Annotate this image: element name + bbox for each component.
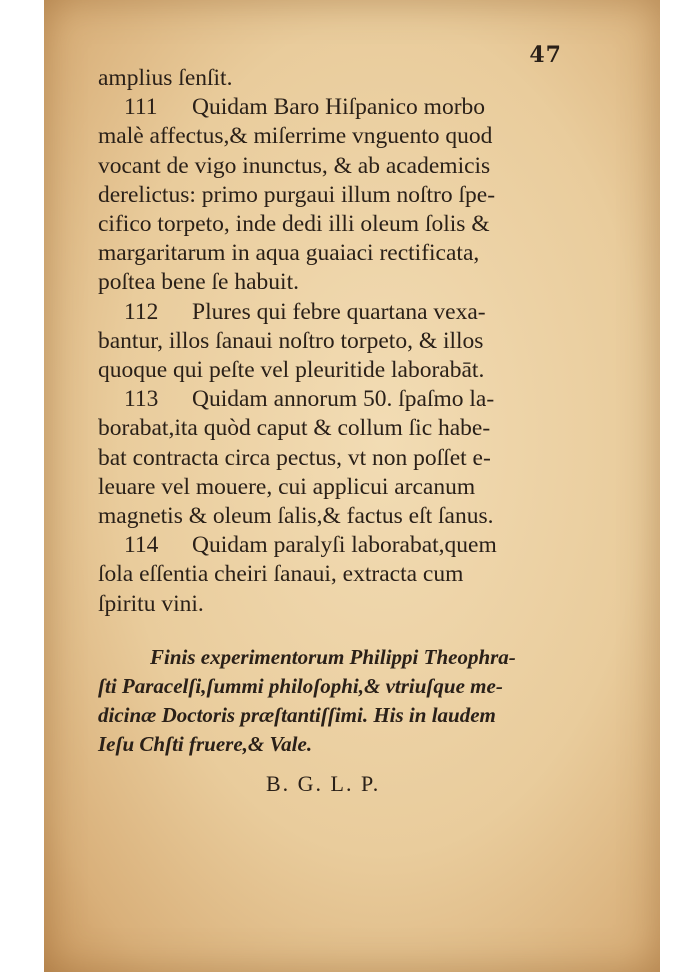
entry-number: 113: [124, 386, 159, 413]
text-line: leuare vel mouere, cui applicui arcanum: [98, 473, 476, 500]
printer-initials: B. G. L. P.: [266, 771, 381, 796]
colophon-line: dicinæ Doctoris præſtantiſſimi. His in laudem: [98, 703, 496, 727]
text-line: margaritarum in aqua guaiaci rectificata,: [98, 240, 480, 267]
colophon-line: ſti Paracelſi,ſummi philoſophi,& vtriuſque me-: [98, 674, 503, 698]
text-line: amplius ſenſit.: [98, 65, 233, 91]
text-line: poſtea bene ſe habuit.: [98, 269, 299, 296]
page-number: 47: [529, 42, 562, 68]
entry-number: 111: [124, 94, 158, 121]
entry-number: 114: [124, 532, 159, 559]
text-line: cifico torpeto, inde dedi illi oleum ſolis &: [98, 211, 490, 238]
body-text: [98, 64, 598, 619]
text-line: 112 Plures qui febre quartana vexa-: [98, 298, 598, 327]
text-line: 111 Quidam Baro Hiſpanico morbo: [98, 93, 598, 122]
book-page: [44, 0, 660, 972]
text-line: vocant de vigo inunctus, & ab academicis: [98, 152, 491, 179]
text-line: borabat,ita quòd caput & collum ſic habe-: [98, 415, 491, 442]
text-line: 113 Quidam annorum 50. ſpaſmo la-: [98, 385, 598, 414]
text-line: bantur, illos ſanaui noſtro torpeto, & illos: [98, 327, 484, 354]
colophon-line: Finis experimentorum Philippi Theophra-: [150, 645, 516, 669]
text-line: malè affectus,& miſerrime vnguento quod: [98, 123, 493, 150]
text-line: quoque qui peſte vel pleuritide laborabāt.: [98, 357, 485, 384]
text-line: 114 Quidam paralyſi laborabat,quem: [98, 531, 598, 560]
text-line: bat contracta circa pectus, vt non poſſet e-: [98, 444, 491, 471]
colophon-line: Ieſu Chſti fruere,& Vale.: [98, 732, 313, 756]
text-line: ſpiritu vini.: [98, 590, 204, 617]
colophon: [98, 643, 598, 759]
text-line: ſola eſſentia cheiri ſanaui, extracta cum: [98, 561, 464, 588]
text-line: derelictus: primo purgaui illum noſtro ſpe-: [98, 181, 496, 208]
text-line: magnetis & oleum ſalis,& factus eſt ſanus.: [98, 503, 494, 530]
entry-number: 112: [124, 298, 159, 325]
